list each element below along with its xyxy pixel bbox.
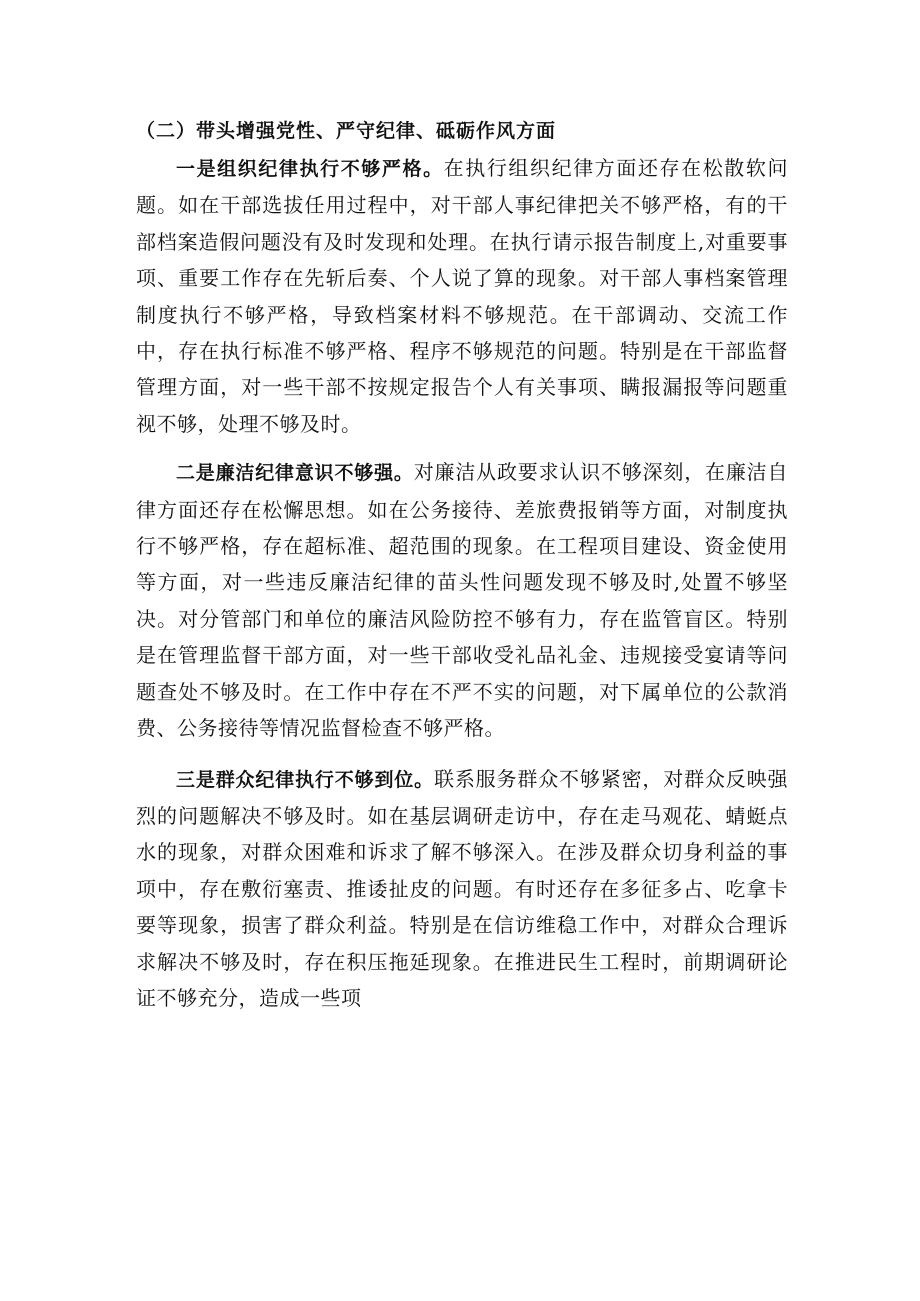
paragraph-mass-discipline [136,761,788,1017]
paragraph-body: 联系服务群众不够紧密，对群众反映强烈的问题解决不够及时。如在基层调研走访中，存在走马观花、蜻蜓点水的现象，对群众困难和诉求了解不够深入。在涉及群众切身利益的事项中，存在敷衍塞责、推诿扯皮的问题。有时还存在多征多占、吃拿卡要等现象，损害了群众利益。特别是在信访维稳工作中，对群众合理诉求解决不够及时，存在积压拖延现象。在推进民生工程时，前期调研论证不够充分，造成一些项 [136,766,788,1010]
paragraph-integrity-discipline [136,454,788,746]
paragraph-body: 对廉洁从政要求认识不够深刻，在廉洁自律方面还存在松懈思想。如在公务接待、差旅费报销等方面，对制度执行不够严格，存在超标准、超范围的现象。在工程项目建设、资金使用等方面，对一些违反廉洁纪律的苗头性问题发现不够及时,处置不够坚决。对分管部门和单位的廉洁风险防控不够有力，存在监管盲区。特别是在管理监督干部方面，对一些干部收受礼品礼金、违规接受宴请等问题查处不够及时。在工作中存在不严不实的问题，对下属单位的公款消费、公务接待等情况监督检查不够严格。 [136,460,788,741]
paragraph-organizational-discipline [136,150,788,442]
paragraph-lead: 三是群众纪律执行不够到位。 [176,768,434,791]
paragraph-body: 在执行组织纪律方面还存在松散软问题。如在干部选拔任用过程中，对干部人事纪律把关不够严格，有的干部档案造假问题没有及时发现和处理。在执行请示报告制度上,对重要事项、重要工作存在先斩后奏、个人说了算的现象。对干部人事档案管理制度执行不够严格，导致档案材料不够规范。在干部调动、交流工作中，存在执行标准不够严格、程序不够规范的问题。特别是在干部监督管理方面，对一些干部不按规定报告个人有关事项、瞒报漏报等问题重视不够，处理不够及时。 [136,156,788,436]
document-body [136,113,788,1016]
section-heading: （二）带头增强党性、严守纪律、砥砺作风方面 [136,120,557,142]
paragraph-lead: 一是组织纪律执行不够严格。 [176,158,444,180]
paragraph-lead: 二是廉洁纪律意识不够强。 [176,462,414,485]
